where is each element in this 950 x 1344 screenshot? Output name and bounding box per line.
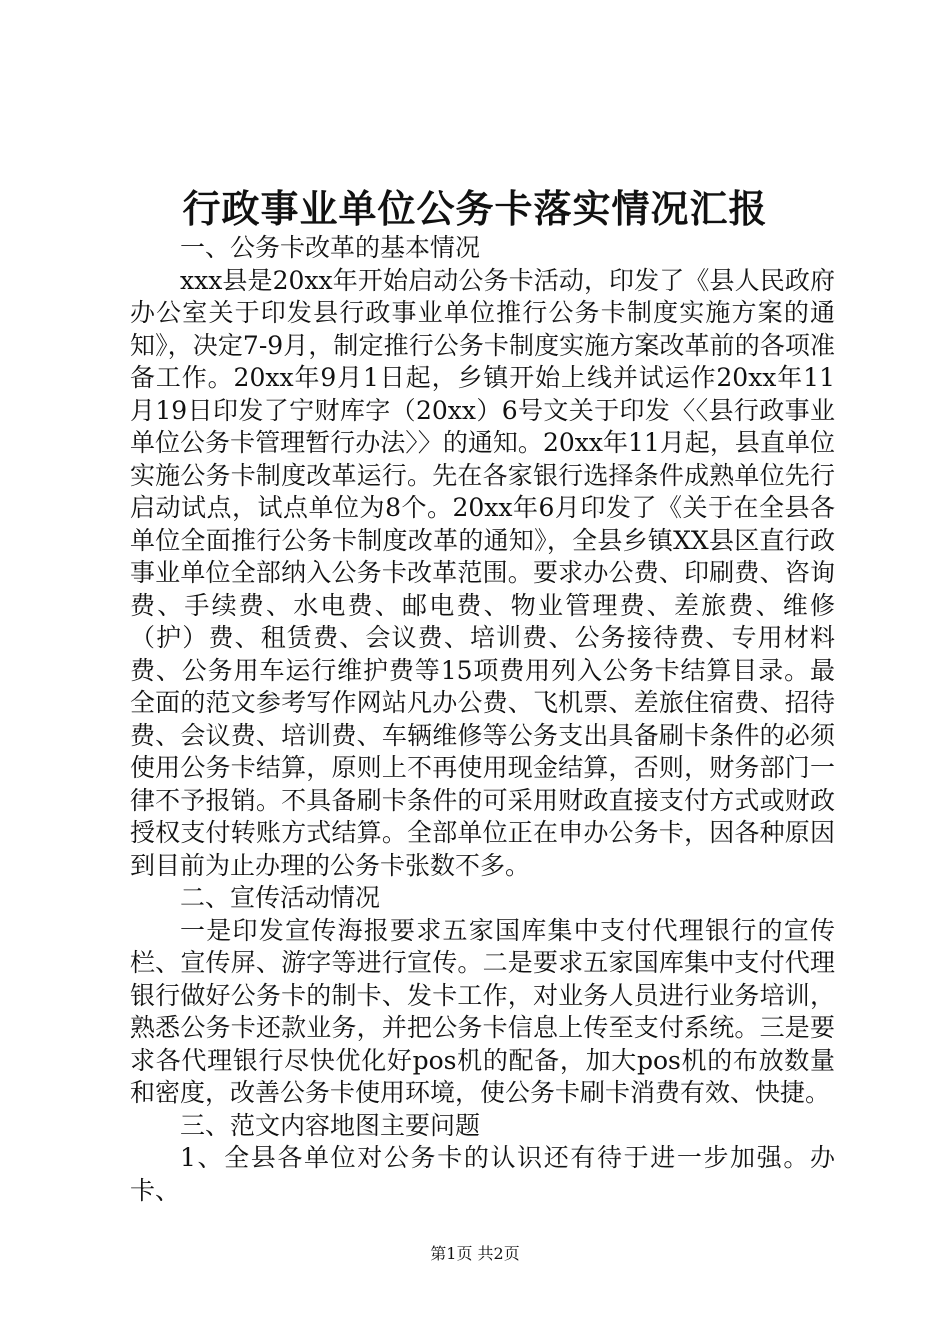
section-heading-2: 二、宣传活动情况: [180, 883, 381, 912]
page-number: 第1页 共2页: [430, 1244, 520, 1263]
paragraph-2: 一是印发宣传海报要求五家国库集中支付代理银行的宣传栏、宣传屏、游字等进行宣传。二是要求五家国库集中支付代理银行做好公务卡的制卡、发卡工作，对业务人员进行业务培训，熟悉公务卡还款业务，并把公务卡信息上传至支付系统。三是要求各代理银行尽快优化好pos机的配备，加大pos机的布放数量和密度，改善公务卡使用环境，使公务卡刷卡消费有效、快捷。: [130, 915, 835, 1107]
document-body: [130, 232, 835, 1207]
section-heading-3: 三、范文内容地图主要问题: [180, 1110, 481, 1140]
paragraph-3: 1、全县各单位对公务卡的认识还有待于进一步加强。办卡、: [130, 1143, 835, 1205]
document-title: 行政事业单位公务卡落实情况汇报: [182, 186, 768, 231]
section-heading-1: 一、公务卡改革的基本情况: [180, 233, 481, 262]
paragraph-1: xxx县是20xx年开始启动公务卡活动，印发了《县人民政府办公室关于印发县行政事业单位推行公务卡制度实施方案的通知》，决定7-9月，制定推行公务卡制度实施方案改革前的各项准备工作。20xx年9月1日起，乡镇开始上线并试运作20xx年11月19日印发了宁财库字（20xx）6号文关于印发〈〈县行政事业单位公务卡管理暂行办法〉〉的通知。20xx年11月起，县直单位实施公务卡制度改革运行。先在各家银行选择条件成熟单位先行启动试点，试点单位为8个。20xx年6月印发了《关于在全县各单位全面推行公务卡制度改革的通知》，全县乡镇XX县区直行政事业单位全部纳入公务卡改革范围。要求办公费、印刷费、咨询费、手续费、水电费、邮电费、物业管理费、差旅费、维修（护）费、租赁费、会议费、培训费、公务接待费、专用材料费、公务用车运行维护费等15项费用列入公务卡结算目录。最全面的范文参考写作网站凡办公费、飞机票、差旅住宿费、招待费、会议费、培训费、车辆维修等公务支出具备刷卡条件的必须使用公务卡结算，原则上不再使用现金结算，否则，财务部门一律不予报销。不具备刷卡条件的可采用财政直接支付方式或财政授权支付转账方式结算。全部单位正在申办公务卡，因各种原因到目前为止办理的公务卡张数不多。: [130, 265, 835, 880]
